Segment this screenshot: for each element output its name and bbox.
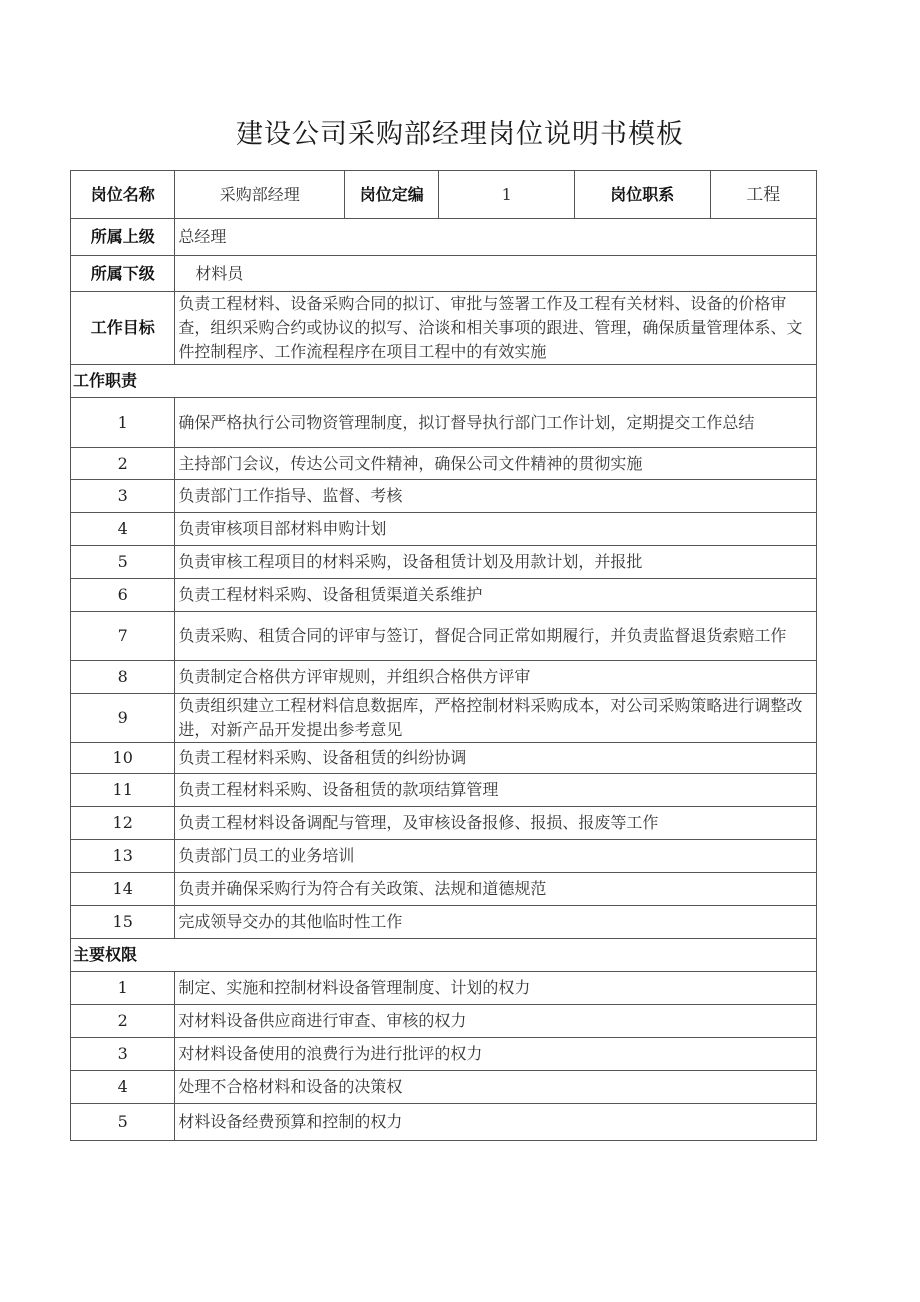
duty-number: 6 [71, 579, 175, 612]
duty-text: 确保严格执行公司物资管理制度，拟订督导执行部门工作计划，定期提交工作总结 [175, 398, 817, 448]
subordinate-label: 所属下级 [71, 256, 175, 292]
duty-number: 11 [71, 774, 175, 807]
duty-text: 完成领导交办的其他临时性工作 [175, 906, 817, 939]
duty-text: 负责工程材料采购、设备租赁的纠纷协调 [175, 743, 817, 774]
duty-number: 15 [71, 906, 175, 939]
header-row [71, 171, 817, 219]
superior-value: 总经理 [175, 219, 817, 256]
duty-number: 9 [71, 694, 175, 743]
authority-number: 2 [71, 1005, 175, 1038]
table-row [71, 774, 817, 807]
duty-text: 负责工程材料采购、设备租赁渠道关系维护 [175, 579, 817, 612]
table-row [71, 743, 817, 774]
duty-text: 负责工程材料采购、设备租赁的款项结算管理 [175, 774, 817, 807]
table-row [71, 873, 817, 906]
duty-number: 8 [71, 661, 175, 694]
duty-text: 负责组织建立工程材料信息数据库，严格控制材料采购成本，对公司采购策略进行调整改进，对新产品开发提出参考意见 [175, 694, 817, 743]
authority-text: 对材料设备使用的浪费行为进行批评的权力 [175, 1038, 817, 1071]
table-row [71, 972, 817, 1005]
table-row [71, 513, 817, 546]
table-row [71, 840, 817, 873]
table-row [71, 480, 817, 513]
table-row [71, 448, 817, 480]
superior-label: 所属上级 [71, 219, 175, 256]
table-row [71, 1104, 817, 1141]
duty-number: 1 [71, 398, 175, 448]
objective-value: 负责工程材料、设备采购合同的拟订、审批与签署工作及工程有关材料、设备的价格审查，组织采购合约或协议的拟写、洽谈和相关事项的跟进、管理，确保质量管理体系、文件控制程序、工作流程程序在项目工程中的有效实施 [175, 292, 817, 365]
duties-section-row [71, 365, 817, 398]
table-row [71, 661, 817, 694]
job-family-value: 工程 [710, 171, 816, 219]
duty-number: 14 [71, 873, 175, 906]
duty-text: 主持部门会议，传达公司文件精神，确保公司文件精神的贯彻实施 [175, 448, 817, 480]
authority-number: 5 [71, 1104, 175, 1141]
duty-text: 负责审核工程项目的材料采购，设备租赁计划及用款计划，并报批 [175, 546, 817, 579]
duty-text: 负责审核项目部材料申购计划 [175, 513, 817, 546]
authority-section-row [71, 939, 817, 972]
position-name-label: 岗位名称 [71, 171, 175, 219]
duty-text: 负责工程材料设备调配与管理，及审核设备报修、报损、报废等工作 [175, 807, 817, 840]
duty-text: 负责制定合格供方评审规则，并组织合格供方评审 [175, 661, 817, 694]
duty-text: 负责部门工作指导、监督、考核 [175, 480, 817, 513]
duty-number: 2 [71, 448, 175, 480]
duty-number: 10 [71, 743, 175, 774]
subordinate-row [71, 256, 817, 292]
authority-text: 材料设备经费预算和控制的权力 [175, 1104, 817, 1141]
objective-row [71, 292, 817, 365]
subordinate-value: 材料员 [175, 256, 817, 292]
headcount-value: 1 [439, 171, 575, 219]
authority-number: 3 [71, 1038, 175, 1071]
objective-label: 工作目标 [71, 292, 175, 365]
duty-number: 7 [71, 612, 175, 661]
position-name-value: 采购部经理 [175, 171, 345, 219]
table-row [71, 579, 817, 612]
authority-text: 处理不合格材料和设备的决策权 [175, 1071, 817, 1104]
table-row [71, 1071, 817, 1104]
table-row [71, 612, 817, 661]
job-description-table [70, 170, 817, 1141]
duty-text: 负责并确保采购行为符合有关政策、法规和道德规范 [175, 873, 817, 906]
table-row [71, 807, 817, 840]
page-title: 建设公司采购部经理岗位说明书模板 [236, 119, 684, 150]
job-family-label: 岗位职系 [574, 171, 710, 219]
authority-number: 1 [71, 972, 175, 1005]
duty-number: 5 [71, 546, 175, 579]
duty-text: 负责采购、租赁合同的评审与签订，督促合同正常如期履行，并负责监督退货索赔工作 [175, 612, 817, 661]
table-row [71, 1005, 817, 1038]
duty-number: 3 [71, 480, 175, 513]
authority-number: 4 [71, 1071, 175, 1104]
table-row [71, 398, 817, 448]
duty-number: 12 [71, 807, 175, 840]
duties-section-title: 工作职责 [71, 365, 817, 398]
duty-number: 4 [71, 513, 175, 546]
headcount-label: 岗位定编 [345, 171, 439, 219]
authority-text: 对材料设备供应商进行审查、审核的权力 [175, 1005, 817, 1038]
table-row [71, 906, 817, 939]
authority-section-title: 主要权限 [71, 939, 817, 972]
duty-number: 13 [71, 840, 175, 873]
duty-text: 负责部门员工的业务培训 [175, 840, 817, 873]
table-row [71, 694, 817, 743]
table-row [71, 1038, 817, 1071]
authority-text: 制定、实施和控制材料设备管理制度、计划的权力 [175, 972, 817, 1005]
superior-row [71, 219, 817, 256]
table-row [71, 546, 817, 579]
